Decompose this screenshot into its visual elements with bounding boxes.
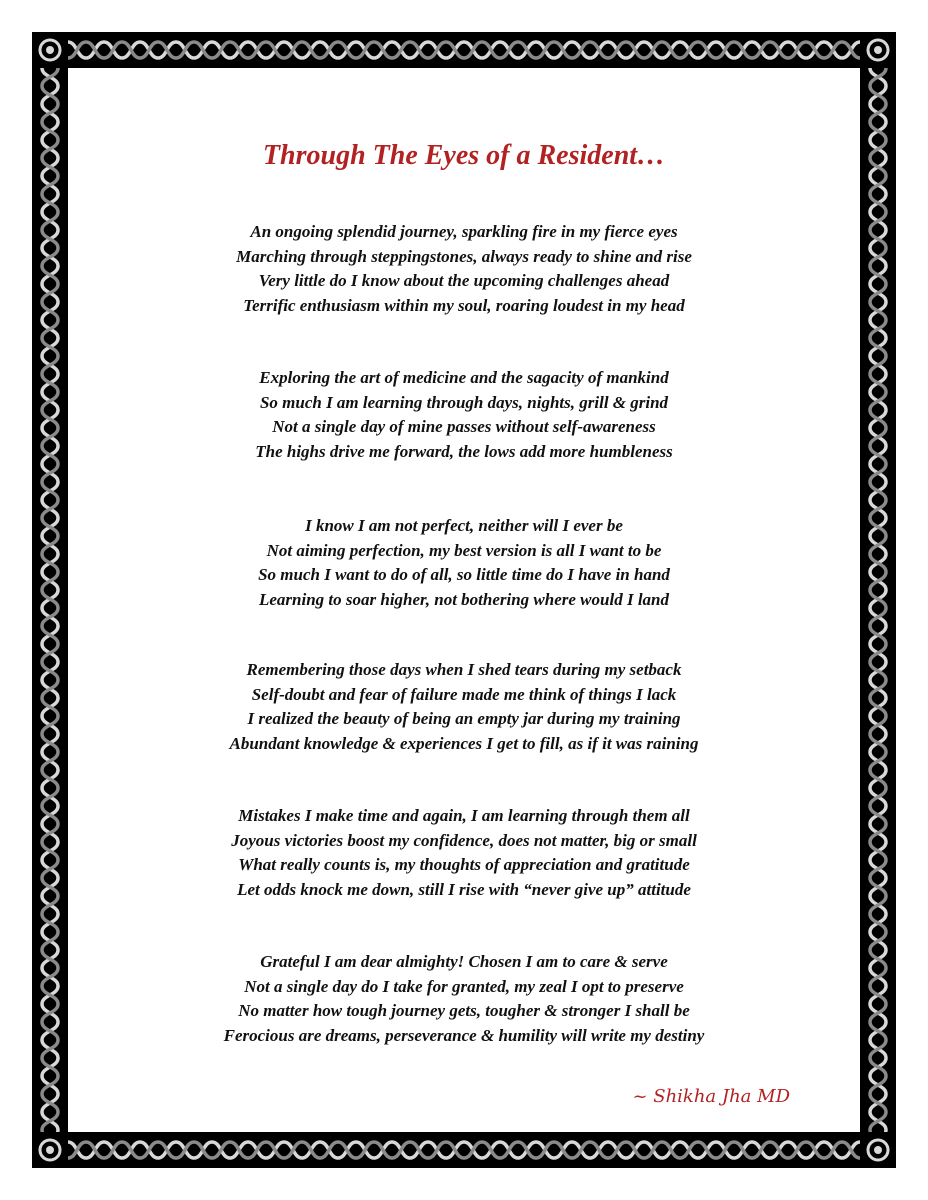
stanza-2	[68, 366, 860, 464]
poem-line: So much I am learning through days, nights, grill & grind	[259, 392, 669, 412]
poem-line: No matter how tough journey gets, tougher & stronger I shall be	[238, 1001, 690, 1020]
braid-pattern-top	[68, 32, 860, 68]
poem-line: Marching through steppingstones, always ready to shine and rise	[236, 246, 692, 266]
braid-pattern-bottom	[68, 1132, 860, 1168]
poem-line: Not aiming perfection, my best version is all I want to be	[266, 540, 662, 560]
poem-line: Not a single day of mine passes without self-awareness	[272, 417, 656, 436]
poem-page	[68, 68, 860, 1132]
poem-line: Very little do I know about the upcoming challenges ahead	[258, 271, 670, 290]
poem-line: Self-doubt and fear of failure made me think of things I lack	[251, 684, 677, 704]
poem-line: Let odds knock me down, still I rise with “never give up” attitude	[237, 879, 691, 899]
poem-line: Ferocious are dreams, perseverance & humility will write my destiny	[223, 1025, 705, 1045]
author-signature: ~ Shikha Jha MD	[632, 1086, 790, 1107]
poem-line: I realized the beauty of being an empty jar during my training	[247, 709, 681, 728]
braid-pattern-right	[860, 68, 896, 1132]
poem-line: Exploring the art of medicine and the sagacity of mankind	[259, 368, 669, 387]
border-right-braid	[860, 68, 896, 1132]
poem-line: Learning to soar higher, not bothering where would I land	[259, 589, 669, 609]
braid-pattern-left	[32, 68, 68, 1132]
poem-line: Remembering those days when I shed tears during my setback	[246, 660, 682, 679]
poem-line: Mistakes I make time and again, I am learning through them all	[238, 806, 690, 825]
poem-line: Abundant knowledge & experiences I get to fill, as if it was raining	[229, 733, 699, 753]
stanza-5	[68, 804, 860, 902]
poem-title: Through The Eyes of a Resident…	[262, 140, 666, 171]
circle-ornament-icon	[860, 1132, 896, 1168]
poem-line: So much I want to do of all, so little time do I have in hand	[258, 565, 670, 584]
poem-line: Terrific enthusiasm within my soul, roaring loudest in my head	[243, 295, 685, 315]
border-left-braid	[32, 68, 68, 1132]
stanza-4	[68, 658, 860, 756]
poem-line: The highs drive me forward, the lows add more humbleness	[255, 441, 673, 461]
border-bottom-braid	[68, 1132, 860, 1168]
stanza-1	[68, 220, 860, 318]
border-top-braid	[68, 32, 860, 68]
stanza-6	[68, 950, 860, 1048]
circle-ornament-icon	[860, 32, 896, 68]
poem-line: Grateful I am dear almighty! Chosen I am to care & serve	[260, 952, 668, 971]
stanza-3	[68, 514, 860, 612]
poem-line: An ongoing splendid journey, sparkling fire in my fierce eyes	[250, 222, 678, 241]
poem-line: Joyous victories boost my confidence, does not matter, big or small	[231, 830, 697, 850]
poem-line: I know I am not perfect, neither will I ever be	[305, 516, 623, 535]
decorative-border-frame	[32, 32, 896, 1168]
poem-line: What really counts is, my thoughts of appreciation and gratitude	[238, 855, 690, 874]
circle-ornament-icon	[32, 1132, 68, 1168]
circle-ornament-icon	[32, 32, 68, 68]
poem-line: Not a single day do I take for granted, my zeal I opt to preserve	[244, 976, 684, 996]
